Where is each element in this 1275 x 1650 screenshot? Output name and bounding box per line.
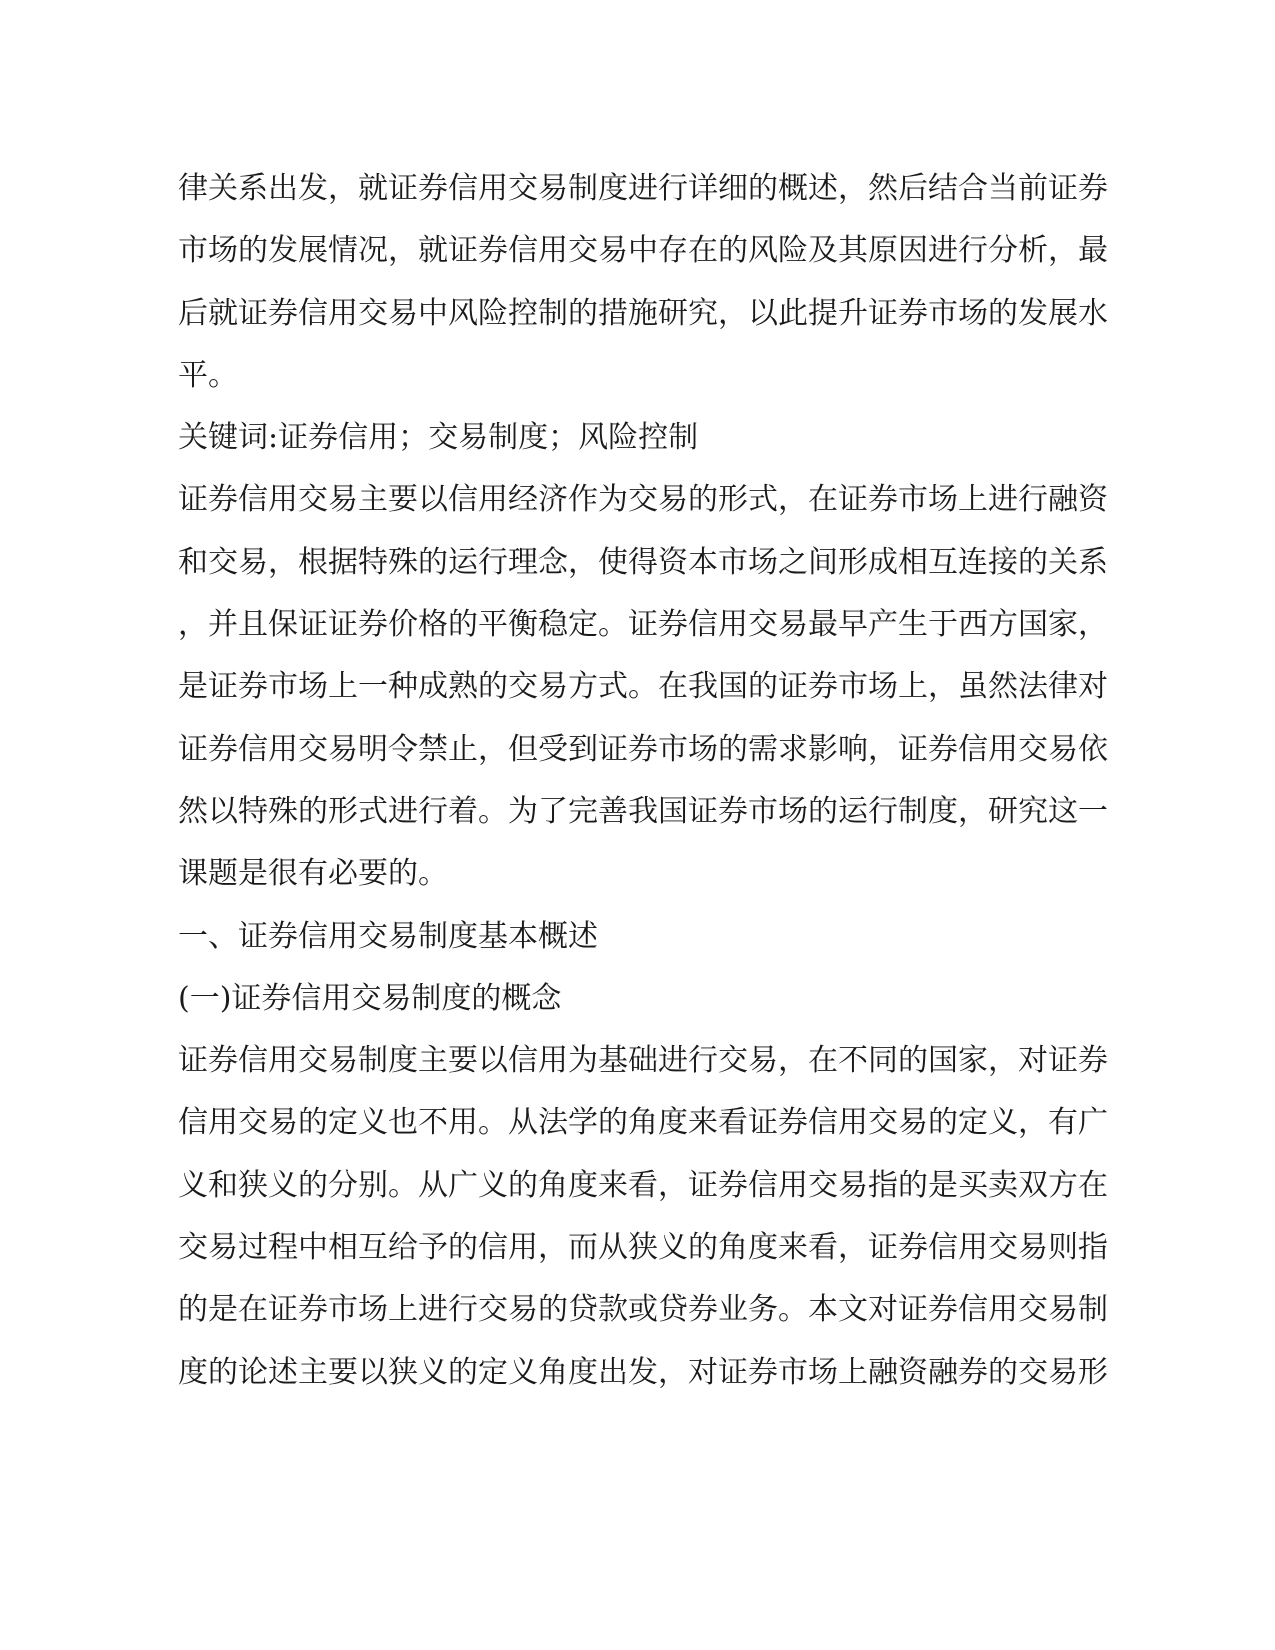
text-line: 交易过程中相互给予的信用，而从狭义的角度来看，证券信用交易则指 bbox=[178, 1230, 1108, 1266]
text-line: 后就证券信用交易中风险控制的措施研究，以此提升证券市场的发展水 bbox=[178, 295, 1108, 331]
text-line: 度的论述主要以狭义的定义角度出发，对证券市场上融资融券的交易形 bbox=[178, 1354, 1108, 1390]
text-line: 是证券市场上一种成熟的交易方式。在我国的证券市场上，虽然法律对 bbox=[178, 669, 1108, 705]
text-line: 课题是很有必要的。 bbox=[178, 856, 448, 892]
text-line: 证券信用交易制度主要以信用为基础进行交易，在不同的国家，对证券 bbox=[178, 1043, 1108, 1079]
keywords-line: 关键词:证券信用；交易制度；风险控制 bbox=[178, 420, 699, 456]
text-line: 和交易，根据特殊的运行理念，使得资本市场之间形成相互连接的关系 bbox=[178, 544, 1108, 580]
text-line: 信用交易的定义也不用。从法学的角度来看证券信用交易的定义，有广 bbox=[178, 1105, 1108, 1141]
subsection-heading: (一)证券信用交易制度的概念 bbox=[178, 980, 562, 1016]
section-heading: 一、证券信用交易制度基本概述 bbox=[178, 918, 598, 954]
body-text bbox=[178, 158, 1108, 1404]
text-line: ，并且保证证券价格的平衡稳定。证券信用交易最早产生于西方国家， bbox=[178, 607, 1108, 643]
text-line: 义和狭义的分别。从广义的角度来看，证券信用交易指的是买卖双方在 bbox=[178, 1167, 1108, 1203]
text-line: 证券信用交易主要以信用经济作为交易的形式，在证券市场上进行融资 bbox=[178, 482, 1108, 518]
text-line: 平。 bbox=[178, 357, 238, 393]
text-line: 律关系出发，就证券信用交易制度进行详细的概述，然后结合当前证券 bbox=[178, 171, 1108, 206]
text-line: 证券信用交易明令禁止，但受到证券市场的需求影响，证券信用交易依 bbox=[178, 731, 1108, 767]
text-line: 然以特殊的形式进行着。为了完善我国证券市场的运行制度，研究这一 bbox=[178, 793, 1108, 829]
text-line: 市场的发展情况，就证券信用交易中存在的风险及其原因进行分析，最 bbox=[178, 233, 1108, 269]
text-line: 的是在证券市场上进行交易的贷款或贷券业务。本文对证券信用交易制 bbox=[178, 1292, 1108, 1328]
